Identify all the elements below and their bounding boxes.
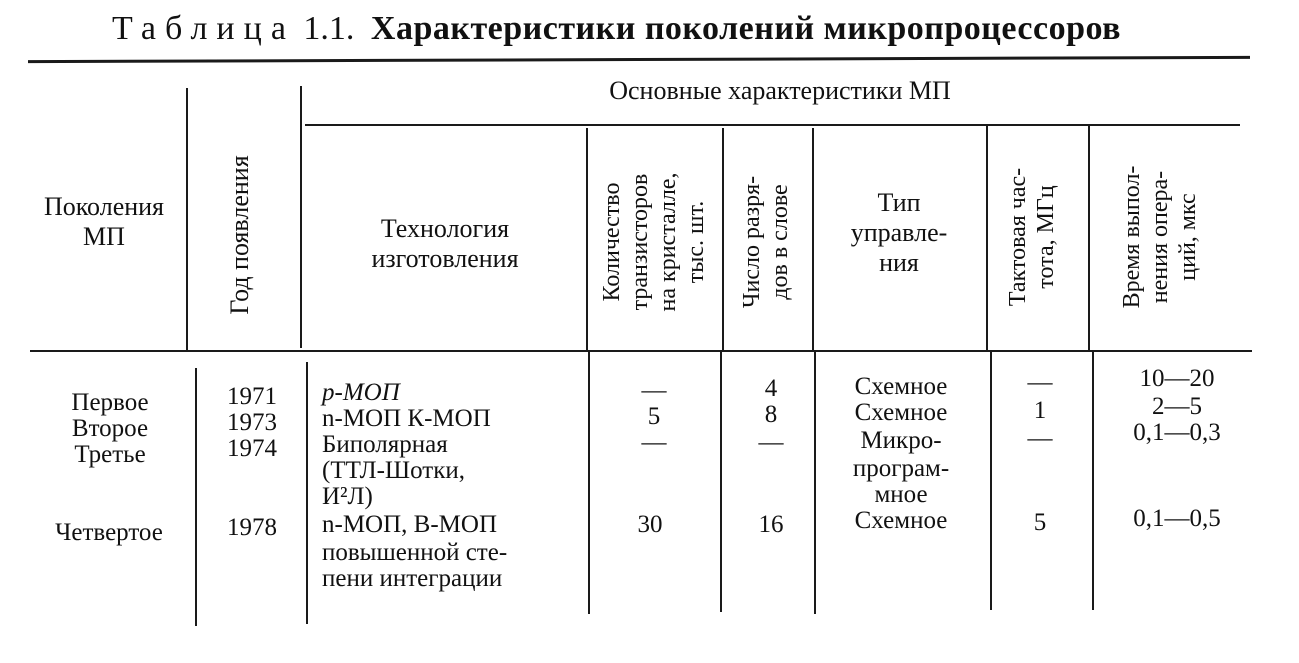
row-2-transistors: 5 bbox=[647, 403, 661, 430]
row-3-control-line-3: мное bbox=[874, 481, 928, 508]
col-divider-2 bbox=[300, 86, 302, 348]
header-technology-text: Технология изготовления bbox=[371, 214, 519, 273]
header-technology bbox=[330, 214, 560, 274]
header-transistors-line-4: тыс. шт. bbox=[683, 200, 709, 284]
header-year bbox=[226, 130, 254, 340]
caption-number: 1.1. bbox=[303, 10, 355, 47]
header-clock-line-1: Тактовая час- bbox=[1005, 167, 1031, 307]
row-3-clock: — bbox=[1027, 425, 1053, 452]
col-divider-2b bbox=[306, 362, 308, 624]
row-3-year: 1974 bbox=[227, 435, 277, 462]
col-divider-6b bbox=[990, 352, 992, 610]
header-op-time bbox=[1118, 132, 1202, 342]
row-1-control: Схемное bbox=[854, 373, 948, 400]
col-divider-1 bbox=[186, 88, 188, 350]
row-4-transistors: 30 bbox=[637, 511, 663, 538]
header-op-time-line-2: нения опера- bbox=[1147, 170, 1173, 304]
header-bottom-rule bbox=[30, 350, 1252, 352]
col-divider-1b bbox=[195, 368, 197, 626]
col-divider-5b bbox=[814, 352, 816, 614]
caption-title: Характеристики поколений микропроцессоров bbox=[370, 10, 1121, 47]
row-3-op-time: 0,1—0,3 bbox=[1133, 419, 1221, 446]
header-transistors-line-1: Количество bbox=[599, 182, 625, 302]
col-divider-7b bbox=[1092, 352, 1094, 610]
col-divider-3 bbox=[586, 128, 588, 350]
row-1-bits: 4 bbox=[764, 375, 778, 402]
row-1-clock: — bbox=[1027, 369, 1053, 396]
header-group-main: Основные характеристики МП bbox=[609, 76, 951, 105]
row-4-technology-line-2: повышенной сте- bbox=[322, 539, 508, 566]
row-3-bits: — bbox=[758, 429, 784, 456]
row-3-technology-line-3: И²Л) bbox=[322, 483, 373, 510]
header-clock-line-2: тота, МГц bbox=[1033, 185, 1059, 289]
table-caption bbox=[112, 12, 1121, 46]
row-2-control: Схемное bbox=[854, 399, 948, 426]
row-3-generation: Третье bbox=[74, 441, 146, 468]
row-1-year: 1971 bbox=[227, 383, 277, 410]
row-1-generation: Первое bbox=[71, 389, 149, 416]
header-year-text: Год появления bbox=[225, 155, 254, 315]
col-divider-5 bbox=[812, 128, 814, 350]
row-4-generation: Четвертое bbox=[55, 519, 163, 546]
header-op-time-line-3: ций, мкс bbox=[1175, 193, 1201, 281]
col-divider-7 bbox=[1088, 124, 1090, 350]
caption-prefix: Таблица bbox=[112, 10, 295, 47]
row-1-transistors: — bbox=[641, 377, 667, 404]
header-control-text: Тип управле- ния bbox=[850, 188, 948, 277]
col-divider-4b bbox=[720, 352, 722, 612]
row-4-op-time: 0,1—0,5 bbox=[1133, 505, 1221, 532]
row-2-bits: 8 bbox=[764, 401, 778, 428]
header-transistors-line-2: транзисторов bbox=[627, 173, 653, 311]
row-1-op-time: 10—20 bbox=[1139, 365, 1215, 392]
group-header-rule bbox=[305, 124, 1240, 126]
row-2-clock: 1 bbox=[1033, 397, 1047, 424]
row-3-control-line-1: Микро- bbox=[860, 427, 942, 454]
row-3-technology-line-2: (ТТЛ-Шотки, bbox=[322, 457, 465, 484]
row-3-control-line-2: програм- bbox=[852, 455, 950, 482]
header-op-time-line-1: Время выпол- bbox=[1119, 165, 1145, 309]
row-4-bits: 16 bbox=[758, 511, 784, 538]
row-4-control: Схемное bbox=[854, 507, 948, 534]
col-divider-4 bbox=[722, 128, 724, 350]
header-transistors-line-3: на кристалле, bbox=[655, 172, 681, 312]
header-generation-text: Поколения МП bbox=[43, 192, 165, 251]
row-4-year: 1978 bbox=[227, 514, 277, 541]
row-3-technology-line-1: Биполярная bbox=[322, 431, 448, 458]
row-2-technology: n-МОП К-МОП bbox=[322, 405, 491, 432]
row-4-technology-line-3: пени интеграции bbox=[322, 565, 503, 592]
header-bits-line-1: Число разря- bbox=[739, 175, 765, 309]
row-2-generation: Второе bbox=[71, 415, 149, 442]
row-4-clock: 5 bbox=[1033, 509, 1047, 536]
header-control bbox=[836, 188, 962, 278]
table-top-rule bbox=[28, 56, 1250, 63]
header-bits-line-2: дов в слове bbox=[767, 184, 793, 300]
row-2-op-time: 2—5 bbox=[1152, 393, 1202, 420]
header-generation bbox=[24, 192, 184, 252]
header-clock bbox=[1004, 132, 1060, 342]
row-4-technology-line-1: n-МОП, В-МОП bbox=[322, 511, 497, 538]
row-3-transistors: — bbox=[641, 429, 667, 456]
row-2-year: 1973 bbox=[227, 409, 277, 436]
row-1-technology: p-МОП bbox=[322, 379, 400, 406]
header-transistors bbox=[598, 142, 710, 342]
col-divider-6 bbox=[986, 124, 988, 350]
col-divider-3b bbox=[588, 352, 590, 614]
header-bits bbox=[738, 142, 794, 342]
